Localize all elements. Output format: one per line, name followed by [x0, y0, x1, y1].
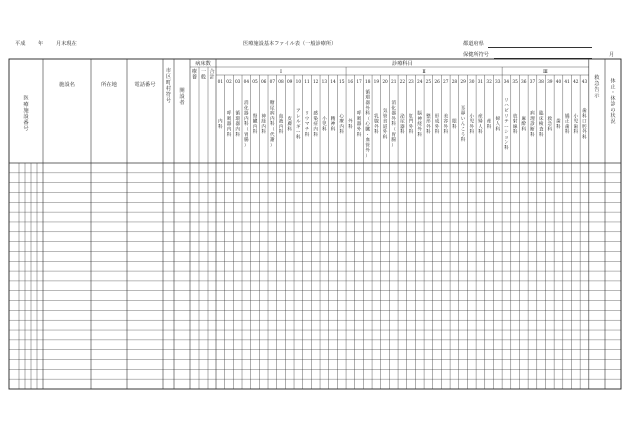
dept-name: 整形外科: [426, 114, 431, 136]
dept-number: 26: [434, 80, 440, 85]
dept-name: 肛門外科: [408, 114, 414, 136]
dept-name: 内科: [218, 119, 223, 130]
dept-number: 37: [529, 80, 536, 85]
dept-name: リハビリテーション科: [504, 98, 509, 151]
dept-number: 13: [321, 80, 328, 85]
dept-name: 糖尿病内科（代謝）: [270, 101, 275, 149]
dept-number: 08: [278, 80, 284, 85]
dept-name: 気管食道外科: [382, 108, 388, 141]
dept-number: 38: [538, 80, 544, 85]
dept-number: 20: [382, 80, 388, 85]
dept-number: 10: [295, 80, 302, 85]
dept-name: 麻酔科: [521, 116, 527, 133]
municipality-header: 市区町村符号: [165, 67, 172, 104]
dept-number: 31: [477, 80, 484, 85]
dept-number: 19: [373, 80, 380, 85]
dept-name: 神経内科: [261, 114, 266, 136]
dept-name: 形成外科: [434, 114, 440, 136]
dept-number: 24: [417, 80, 423, 85]
dept-name: 血液内科: [278, 114, 284, 136]
dept-number: 16: [347, 80, 354, 85]
era-label: 平成: [15, 41, 26, 47]
facility-name-header: 施設名: [59, 82, 75, 88]
dept-number: 17: [356, 80, 362, 85]
dept-number: 02: [226, 80, 232, 85]
dept-number: 35: [512, 80, 518, 85]
address-header: 所在地: [101, 82, 117, 88]
dept-number: 06: [260, 80, 267, 85]
dept-name: 心療内科: [339, 114, 345, 136]
dept-name: 小児外科: [469, 114, 475, 136]
form-title: 医療施設基本ファイル表（一般診療所）: [243, 41, 337, 47]
dept-number: 18: [364, 80, 371, 85]
closure-status-header: 休止・休診の状況: [610, 78, 616, 125]
table-border: [9, 59, 621, 389]
dept-name: 精神科: [330, 116, 336, 133]
dept-group-2: Ⅱ: [422, 69, 426, 75]
beds-general-header: 一般: [200, 68, 207, 81]
health-center-label: 保健所符号: [463, 52, 489, 58]
emergency-header: 救急告示: [594, 74, 600, 99]
dept-number: 04: [243, 80, 250, 85]
dept-number: 42: [573, 80, 579, 85]
dept-name: 小児歯科: [573, 114, 579, 136]
dept-name: 呼吸器外科: [356, 111, 362, 138]
dept-name: リウマチ科: [304, 111, 310, 138]
dept-name: 歯科: [556, 119, 561, 130]
dept-number: 15: [338, 80, 345, 85]
dept-name: 循環器内科: [235, 111, 240, 138]
dept-name: 臨床検査科: [538, 111, 544, 138]
dept-name: 脳神経外科: [417, 111, 423, 138]
dept-name: 腎臓内科: [252, 114, 258, 136]
dept-name: 美容外科: [443, 114, 449, 136]
month-end-label: 月末現在: [56, 41, 77, 47]
dept-number: 33: [495, 80, 501, 85]
dept-name: 消化器内科（胃腸）: [244, 101, 249, 149]
dept-name: 循環器外科（心臓・血管外）: [365, 90, 371, 159]
dept-number: 07: [269, 80, 276, 85]
year-label: 年: [38, 41, 44, 47]
founder-header: 開設者: [179, 87, 185, 107]
dept-number: 09: [286, 80, 293, 85]
dept-number: 01: [217, 80, 224, 85]
month-label: 月: [609, 52, 615, 58]
dept-group-3: Ⅲ: [543, 69, 548, 75]
departments-group-header: 診療科目: [392, 61, 413, 67]
prefecture-label: 都道府県: [463, 41, 484, 47]
dept-name: 婦人科: [495, 116, 501, 133]
dept-number: 34: [503, 80, 510, 85]
dept-number: 39: [547, 80, 553, 85]
dept-number: 27: [443, 80, 449, 85]
dept-name: 病理診断科: [530, 111, 535, 138]
dept-number: 30: [469, 80, 475, 85]
dept-name: 産科: [486, 119, 492, 130]
beds-care-header: 療養: [191, 68, 198, 81]
dept-group-1: Ⅰ: [280, 69, 283, 75]
dept-name: 産婦人科: [478, 114, 483, 136]
dept-name: 救急科: [547, 116, 553, 133]
dept-number: 21: [390, 80, 397, 85]
dept-number: 11: [304, 80, 310, 85]
dept-name: 矯正歯科: [564, 114, 570, 136]
dept-number: 25: [425, 80, 432, 85]
beds-group-header: 病床数: [195, 61, 211, 67]
dept-name: 皮膚科: [287, 116, 292, 133]
dept-number: 23: [408, 80, 414, 85]
dept-name: 放射線科: [512, 114, 518, 136]
beds-total-header: 合計: [209, 68, 215, 81]
dept-number: 12: [312, 80, 319, 85]
dept-name: 外科: [348, 119, 353, 130]
dept-name: 眼科: [452, 119, 457, 130]
dept-number: 41: [564, 80, 570, 85]
dept-number: 22: [399, 80, 406, 85]
dept-number: 03: [234, 80, 241, 85]
dept-number: 05: [252, 80, 258, 85]
dept-name: 泌尿器科: [400, 114, 405, 136]
dept-number: 43: [581, 80, 588, 85]
dept-name: 乳腺外科: [374, 114, 379, 136]
dept-number: 28: [451, 80, 458, 85]
phone-header: 電話番号: [134, 82, 156, 88]
facility-id-header: 医療施設番号: [23, 95, 29, 133]
dept-name: 歯科口腔外科: [582, 108, 587, 141]
dept-name: 呼吸器内科: [226, 111, 232, 138]
dept-name: 耳鼻いんこう科: [460, 106, 466, 144]
dept-name: アレルギー科: [296, 108, 301, 141]
dept-number: 40: [555, 80, 562, 85]
dept-number: 32: [486, 80, 492, 85]
dept-number: 29: [460, 80, 466, 85]
dept-name: 小児科: [322, 116, 327, 133]
dept-number: 36: [521, 80, 527, 85]
dept-name: 消化器外科（胃腸）: [391, 101, 397, 149]
dept-number: 14: [330, 80, 336, 85]
dept-name: 感染症内科: [313, 111, 319, 138]
